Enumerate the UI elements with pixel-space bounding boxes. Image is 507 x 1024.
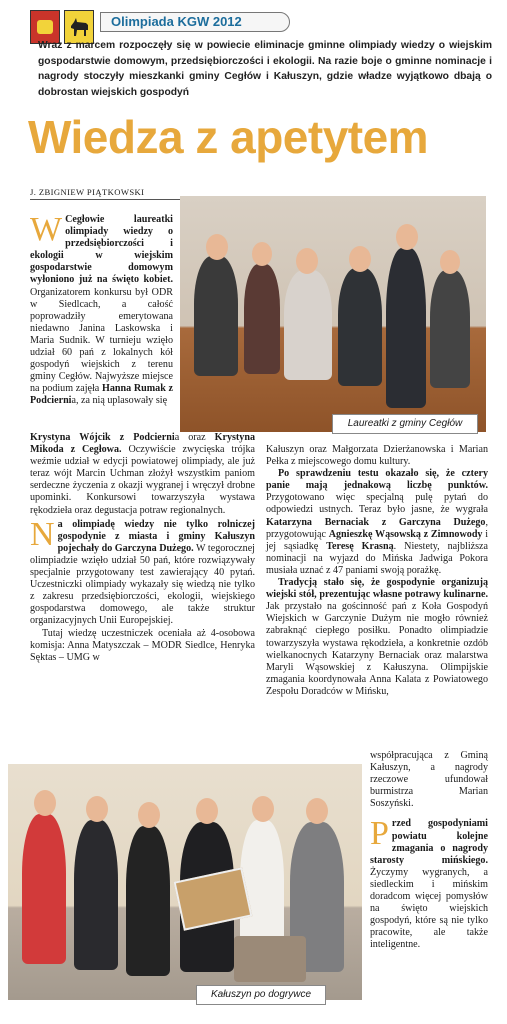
- paragraph: Tutaj wiedzę uczestniczek oceniała aż 4-osobowa komisja: Anna Matyszczak – MODR Siedlce, Henryka Sęktas – UMG w: [30, 627, 255, 663]
- person-figure: [22, 814, 66, 964]
- photo-caption-kaluszyn: Kałuszyn po dogrywce: [196, 985, 326, 1005]
- goat-icon: [68, 16, 92, 38]
- paragraph: [266, 577, 488, 698]
- text-run: Organizatorem konkursu był ODR w Siedlcach, a całość poprowadziły emerytowana niedawno Janina Laskowska i Maria Sudnik. W turnieju wzięło udział 60 pań z lokalnych kół gospodyń wiejskich z terenu gminy Cegłów. Najwyższe miejsce na podium zajęła: [30, 286, 173, 395]
- section-banner: [100, 12, 290, 32]
- person-head: [206, 234, 228, 260]
- person-head: [296, 248, 318, 274]
- paragraph: [30, 432, 255, 517]
- person-figure: [284, 270, 332, 380]
- bold-name: Krystyna Mikoda z Cegłowa.: [30, 432, 255, 456]
- paragraph: współpracująca z Gminą Kałuszyn, a nagrody rzeczowe ufundował burmistrza Marian Soszyński.: [370, 750, 488, 810]
- text-run: W tegorocznej olimpiadzie wzięło udział 50 pań, które rozwiązywały specjalnie przygotowany test zawierający 40 pytań. Uczestniczki olimpiady wykazały się wiedzą nie tylko z zakresu przedsiębiorczości, ekologii, wiejskiego gospodarstwa domowego, ale także struktur organizacyjnych Unii Europejskiej.: [30, 542, 255, 627]
- person-figure: [386, 248, 426, 408]
- bold-name: Krystyna Wójcik z Podcierni: [30, 432, 175, 443]
- person-head: [138, 802, 160, 828]
- person-head: [196, 798, 218, 824]
- paragraph: [266, 468, 488, 577]
- paragraph: Kałuszyn oraz Małgorzata Dzierżanowska i Marian Pełka z miejscowego domu kultury.: [266, 444, 488, 468]
- person-figure: [126, 826, 170, 976]
- gift-basket: [234, 936, 306, 982]
- person-head: [349, 246, 371, 272]
- text-run: Życzymy wygranych, a siedleckim i mińskim doradcom więcej pomysłów na święto wiejskich gospodyń, które są nie tylko pracowite, ale także inteligentne.: [370, 866, 488, 951]
- person-head: [86, 796, 108, 822]
- bold-name: Teresę Krasną: [326, 540, 394, 552]
- byline: J. ZBIGNIEW PIĄTKOWSKI: [30, 187, 192, 200]
- paragraph: [30, 211, 173, 408]
- text-run: a oraz: [174, 432, 215, 443]
- person-figure: [338, 268, 382, 386]
- column-2-bottom: [370, 750, 488, 952]
- text-run: i jej sąsiadkę: [266, 528, 489, 552]
- photo-caption-ceglow: Laureatki z gminy Cegłów: [332, 414, 478, 434]
- column-2-top: [266, 444, 488, 698]
- text-run: a, za nią uplasowały się: [71, 395, 168, 407]
- bold-lead: a olimpiadę wiedzy nie tylko rolniczej gospodynie z miasta i gminy Kałuszyn pojechały do Garczyna Dużego.: [57, 518, 255, 554]
- drop-cap: P: [370, 815, 389, 853]
- person-head: [440, 250, 460, 274]
- person-figure: [244, 264, 280, 374]
- drop-cap: W: [30, 211, 63, 248]
- text-run: , przygotowując: [266, 516, 488, 540]
- bold-name: Katarzyna Bernaciak z Garczyna Dużego: [266, 516, 486, 528]
- text-run: Jak przystało na gościnność pań z Koła Gospodyń Wiejskich w Garczynie Dużym nie mogło również zabraknąć ciepłego posiłku. Ponadto olimpiadzie towarzyszyła wystawa rękodzieła, a konkretnie ozdób wielkanocnych Katarzyny Bernaciak oraz malarstwa Maryli Wąsowskiej z Kałuszyna. Olimpijskie zmagania koordynowała Anna Kalata z Powiatowego Zespołu Doradców w Mińsku,: [266, 601, 488, 697]
- photo-kaluszyn-group: [8, 764, 362, 1000]
- text-run: Oczywiście zwycięska trójka weźmie udział w edycji powiatowej olimpiady, ale już teraz wójt Marcin Uchman złożył wszystkim paniom serdeczne życzenia z okazji wygranej i wręczył drobne upominki. Konkursowi towarzyszyła wystawa rękodzieła oraz degustacja potraw regionalnych.: [30, 444, 255, 516]
- text-run: Przygotowano więc specjalną pulę pytań do odpowiedzi ustnych. Teraz było jasne, że wygrała: [266, 492, 488, 516]
- paragraph: [30, 515, 255, 628]
- column-1-top: [30, 211, 173, 408]
- section-banner-text: Olimpiada KGW 2012: [111, 14, 242, 29]
- article-title: Wiedza z apetytem: [28, 111, 429, 163]
- person-figure: [194, 256, 238, 376]
- person-head: [34, 790, 56, 816]
- article-lead: Wraz z marcem rozpoczęły się w powiecie eliminacje gminne olimpiady wiedzy o wiejskim gospodarstwie domowym, przedsiębiorczości i ekologii. Na razie boje o gminne nominacje i nagrody stoczyły mieszkanki gminy Cegłów i Kałuszyn, gdzie władze wyjątkowo dbają o dobrostan wiejskich gospodyń: [38, 40, 492, 98]
- person-figure: [430, 270, 470, 388]
- bold-lead: rzed gospodyniami powiatu kolejne zmagania o nagrody starosty mińskiego.: [370, 818, 488, 866]
- bold-lead: Tradycją stało się, że gospodynie organizują wiejski stół, prezentując własne potrawy kulinarne.: [266, 577, 488, 601]
- person-head: [252, 242, 272, 266]
- bold-name: Hanna Rumak z Podcierni: [30, 383, 173, 407]
- paragraph: [370, 815, 488, 951]
- person-figure: [74, 820, 118, 970]
- bold-lead: Po sprawdzeniu testu okazało się, że cztery panie mają jednakową liczbę punktów.: [266, 468, 488, 492]
- person-head: [306, 798, 328, 824]
- bold-lead: Cegłowie laureatki olimpiady wiedzy o przedsiębiorczości i ekologii w wiejskim gospodarstwie domowym wyłoniono już na święto kobiet.: [30, 214, 173, 286]
- drop-cap: N: [30, 515, 55, 553]
- person-head: [252, 796, 274, 822]
- photo-laureates-ceglow: [180, 196, 486, 432]
- bold-name: Agnieszkę Wąsowską z Zimnowody: [328, 528, 483, 540]
- text-run: . Niestety, najbliższa nominacji na wyjazd do Mińska Jadwiga Pokora musiała uznać z 47 paniami swoją porażkę.: [266, 540, 488, 576]
- column-1-bottom: [30, 432, 255, 664]
- person-head: [396, 224, 418, 250]
